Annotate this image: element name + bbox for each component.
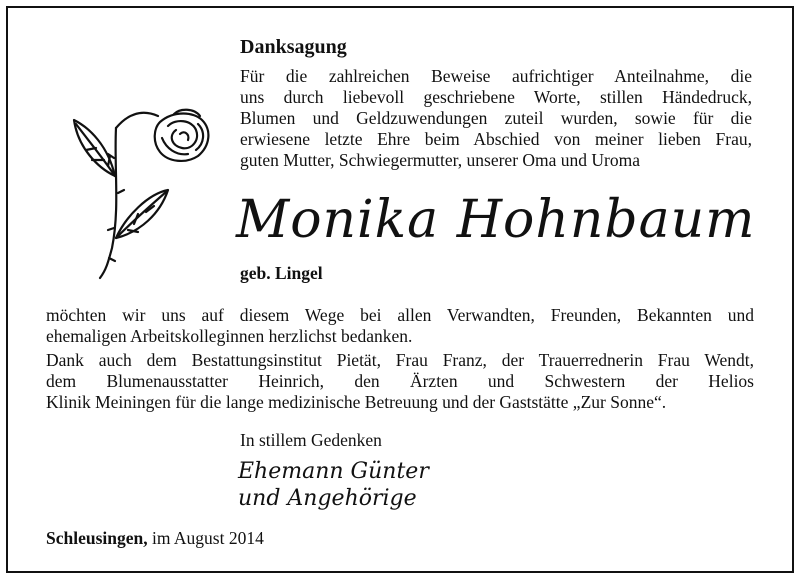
thanks-paragraph <box>46 305 754 347</box>
intro-line: Blumen und Geldzuwendungen zuteil wurden, sowie für die <box>240 108 752 128</box>
additional-thanks-paragraph <box>46 350 754 413</box>
intro-line: guten Mutter, Schwiegermutter, unserer Oma und Uroma <box>240 150 641 170</box>
thanks-line: möchten wir uns auf diesem Wege bei allen Verwandten, Freunden, Bekannten und <box>46 305 754 325</box>
signature-line: und Angehörige <box>238 486 417 511</box>
maiden-name: geb. Lingel <box>240 263 323 283</box>
deceased-name: Monika Hohnbaum <box>236 190 756 250</box>
date: im August 2014 <box>147 528 264 548</box>
intro-line: uns durch liebevoll geschriebene Worte, stillen Händedruck, <box>240 87 752 107</box>
page-title: Danksagung <box>240 36 347 58</box>
place: Schleusingen, <box>46 528 148 548</box>
intro-line: erwiesene letzte Ehre beim Abschied von meiner lieben Frau, <box>240 129 752 149</box>
memory-text: In stillem Gedenken <box>240 430 382 450</box>
rose-icon <box>48 98 228 283</box>
intro-line: Für die zahlreichen Beweise aufrichtiger Anteilnahme, die <box>240 66 752 86</box>
additional-thanks-line: dem Blumenausstatter Heinrich, den Ärzten und Schwestern der Helios <box>46 371 754 391</box>
thanks-line: ehemaligen Arbeitskolleginnen herzlichst bedanken. <box>46 326 413 346</box>
place-date <box>46 528 264 549</box>
additional-thanks-line: Klinik Meiningen für die lange medizinische Betreuung und der Gaststätte „Zur Sonne“. <box>46 392 667 412</box>
signature-line: Ehemann Günter <box>238 459 429 484</box>
intro-paragraph <box>240 66 752 171</box>
signature <box>238 458 429 512</box>
additional-thanks-line: Dank auch dem Bestattungsinstitut Pietät, Frau Franz, der Trauerrednerin Frau Wendt, <box>46 350 754 370</box>
